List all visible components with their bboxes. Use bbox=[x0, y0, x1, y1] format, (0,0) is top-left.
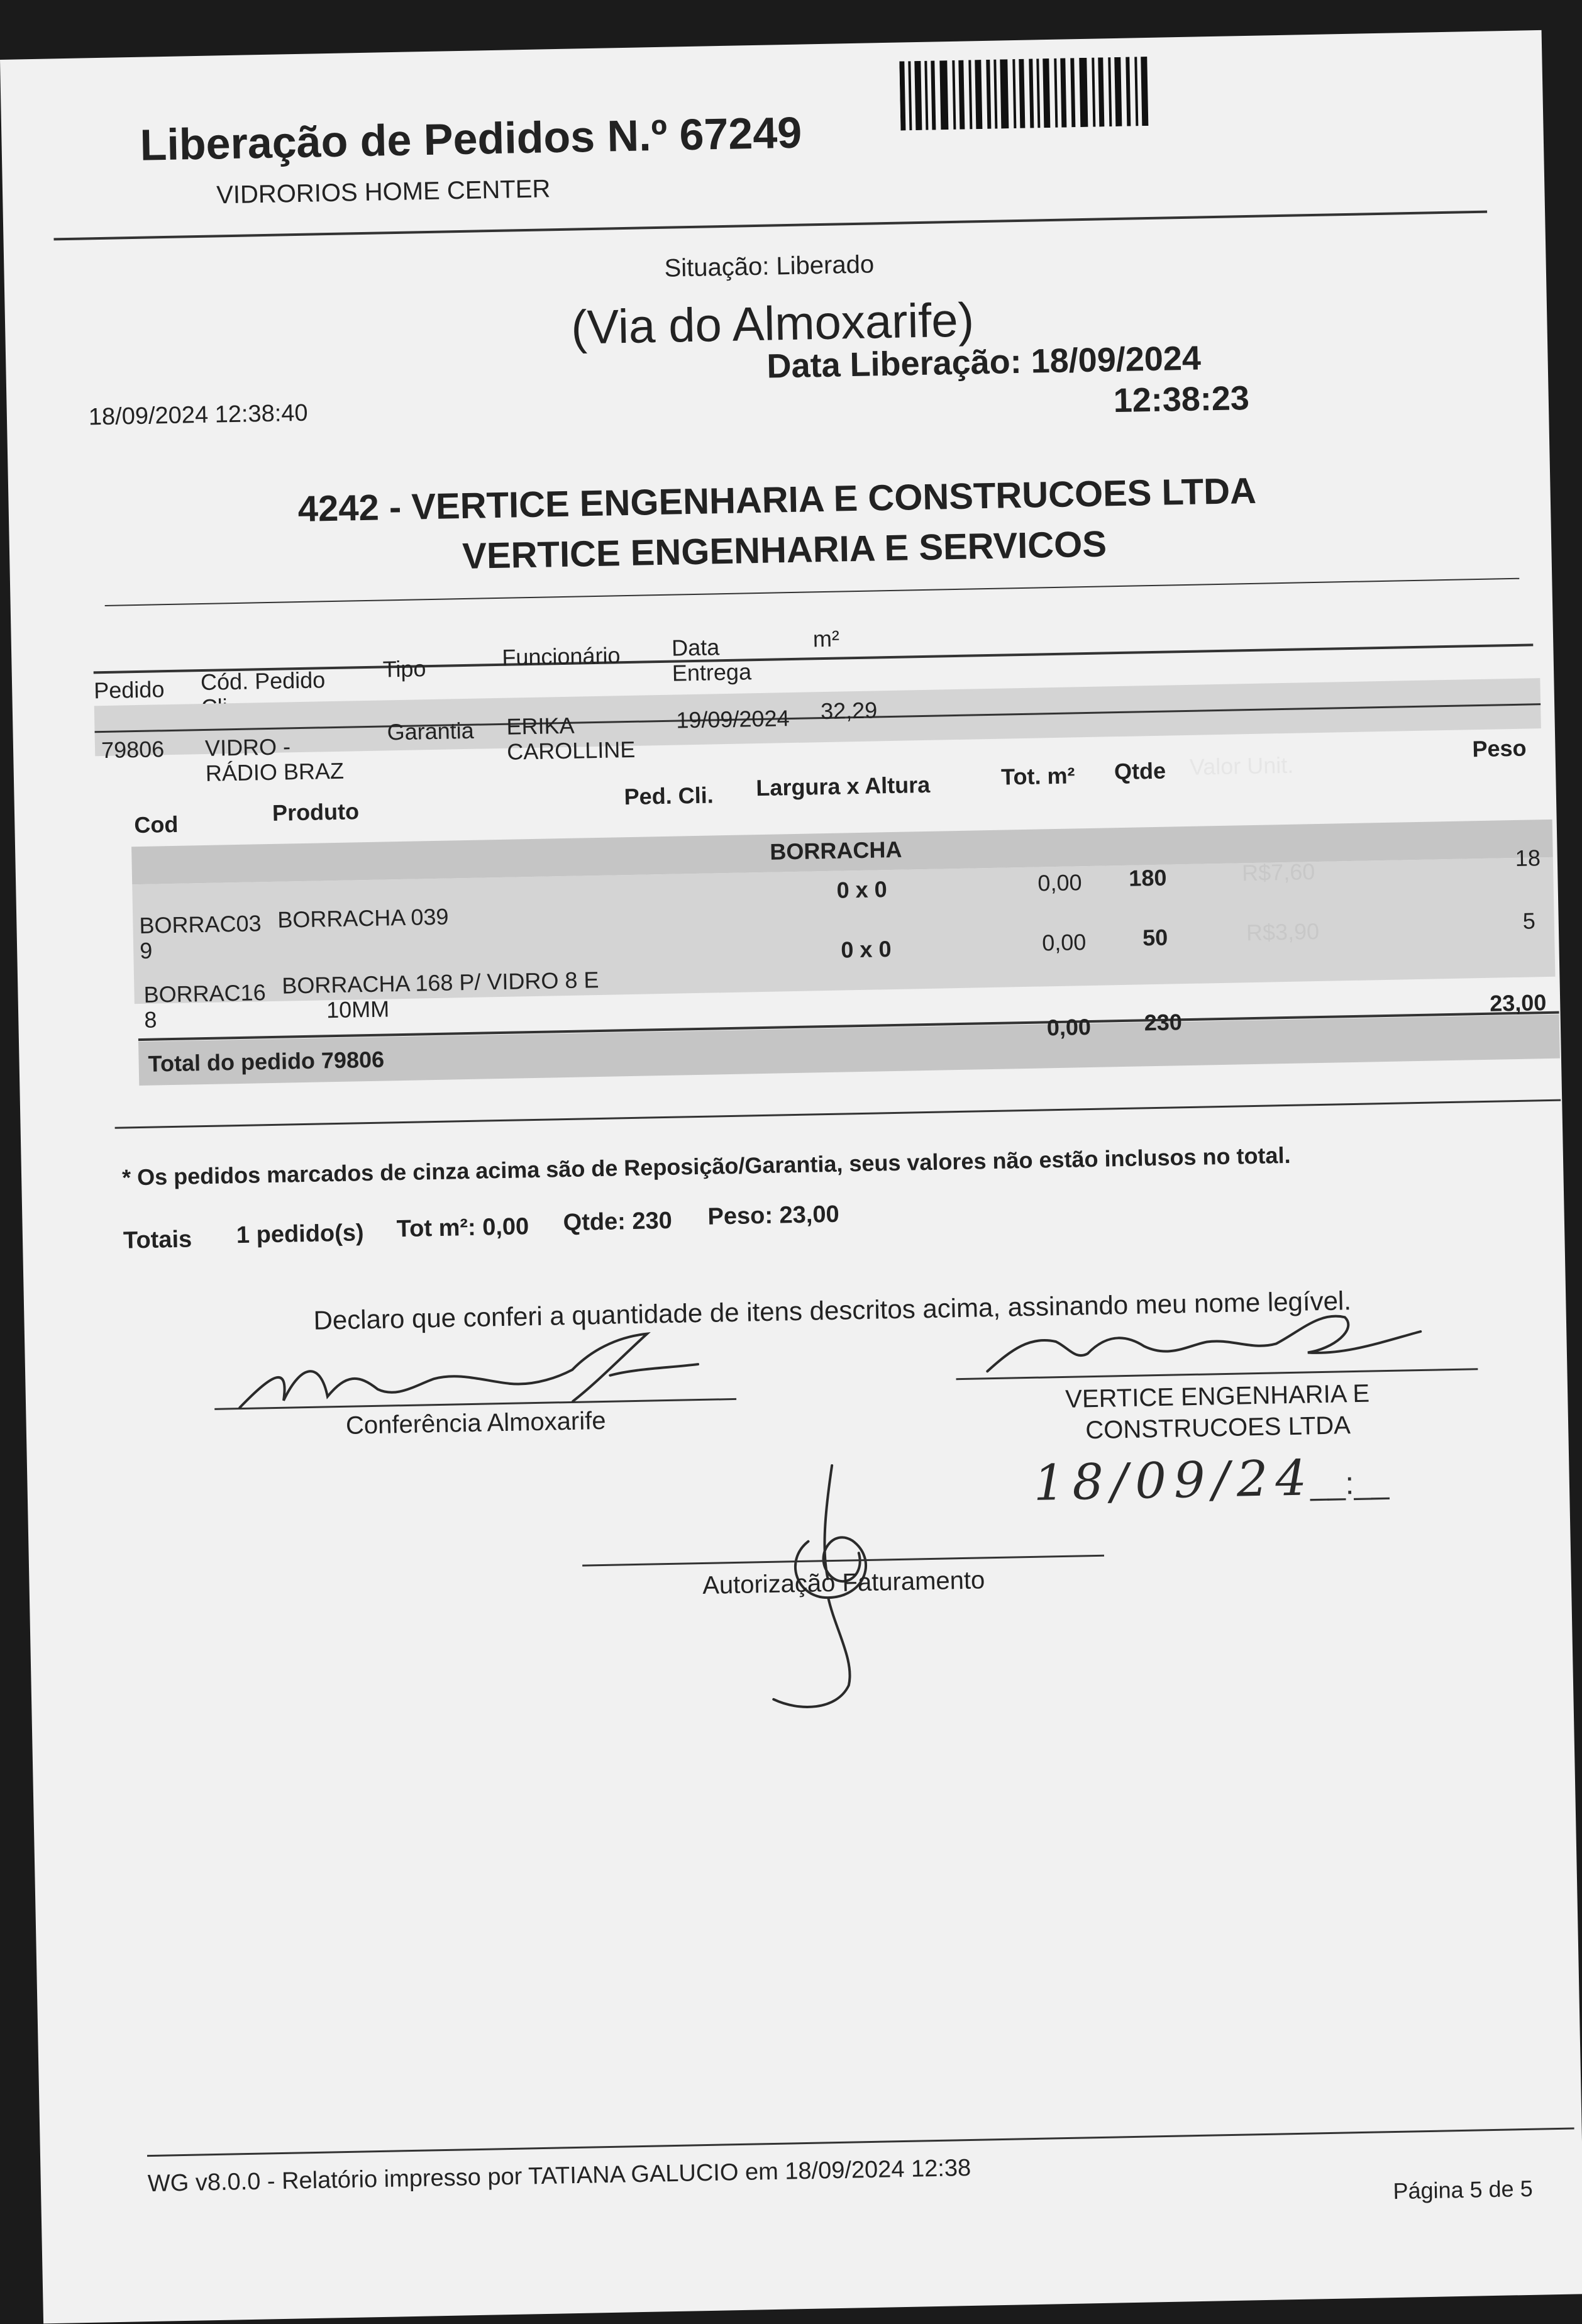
footer-printed-by: WG v8.0.0 - Relatório impresso por TATIANA GALUCIO em 18/09/2024 12:38 bbox=[147, 2154, 971, 2198]
signature-label-right: VERTICE ENGENHARIA E bbox=[1065, 1379, 1370, 1413]
signature-client-icon bbox=[980, 1303, 1459, 1381]
col-data-2: Entrega bbox=[672, 659, 752, 686]
item-1-dims: 0 x 0 bbox=[836, 876, 888, 903]
total-peso: 23,00 bbox=[1489, 989, 1547, 1016]
release-time: 12:38:23 bbox=[1113, 379, 1250, 420]
total-m2: 0,00 bbox=[1046, 1013, 1092, 1041]
footer-page: Página 5 de 5 bbox=[1393, 2175, 1534, 2204]
handwritten-date: 18/09/24 bbox=[1032, 1450, 1315, 1512]
totals-label: Totais bbox=[123, 1226, 192, 1254]
col-cod-pedido: Cód. Pedido bbox=[200, 667, 326, 696]
col-data: Data bbox=[671, 634, 720, 661]
item-2-valor: R$3,90 bbox=[1246, 918, 1320, 946]
order-client-code: VIDRO - bbox=[204, 733, 291, 761]
status-text: Situação: Liberado bbox=[664, 250, 875, 282]
signature-label-right-2: CONSTRUCOES LTDA bbox=[1085, 1411, 1351, 1445]
header-divider bbox=[53, 211, 1487, 241]
release-date: Data Liberação: 18/09/2024 bbox=[766, 339, 1202, 386]
totals-pedidos: 1 pedido(s) bbox=[236, 1220, 365, 1249]
grey-rows-note: * Os pedidos marcados de cinza acima são de Reposição/Garantia, seus valores não estão inclusos no total. bbox=[121, 1142, 1291, 1191]
col-peso: Peso bbox=[1472, 735, 1527, 762]
item-2-cod: BORRAC16 bbox=[143, 979, 266, 1008]
item-1-peso: 18 bbox=[1515, 845, 1541, 871]
copy-type: (Via do Almoxarife) bbox=[570, 293, 975, 355]
print-datetime: 18/09/2024 12:38:40 bbox=[88, 399, 308, 431]
total-label: Total do pedido 79806 bbox=[148, 1046, 385, 1077]
customer-divider bbox=[105, 578, 1520, 606]
item-2-cod-2: 8 bbox=[143, 1006, 157, 1033]
order-delivery-date: 19/09/2024 bbox=[675, 705, 790, 733]
item-2-dims: 0 x 0 bbox=[841, 936, 892, 963]
signature-label-left: Conferência Almoxarife bbox=[345, 1406, 606, 1440]
col-funcionario: Funcionário bbox=[501, 642, 621, 670]
order-employee-2: CAROLLINE bbox=[506, 736, 636, 765]
col-produto: Produto bbox=[272, 798, 360, 826]
customer-name: 4242 - VERTICE ENGENHARIA E CONSTRUCOES LTDA bbox=[297, 470, 1257, 530]
footer-divider bbox=[147, 2128, 1574, 2157]
signature-label-center: Autorização Faturamento bbox=[702, 1566, 985, 1599]
time-placeholder: __:__ bbox=[1310, 1465, 1390, 1502]
item-1-produto: BORRACHA 039 bbox=[277, 903, 449, 933]
report-title: Liberação de Pedidos N.º 67249 bbox=[139, 108, 802, 170]
item-1-tot-m2: 0,00 bbox=[1037, 869, 1082, 896]
order-client-code-2: RÁDIO BRAZ bbox=[205, 757, 345, 786]
customer-subname: VERTICE ENGENHARIA E SERVICOS bbox=[462, 523, 1107, 577]
order-employee: ERIKA bbox=[506, 712, 575, 740]
order-type: Garantia bbox=[387, 717, 475, 745]
item-1-qtde: 180 bbox=[1128, 864, 1167, 891]
col-largura-altura: Largura x Altura bbox=[756, 771, 931, 801]
order-m2: 32,29 bbox=[820, 697, 878, 725]
col-qtde: Qtde bbox=[1114, 757, 1166, 785]
items-bottom-line bbox=[115, 1099, 1561, 1129]
col-m2: m² bbox=[812, 625, 840, 652]
item-2-produto: BORRACHA 168 P/ VIDRO 8 E bbox=[281, 966, 599, 999]
declaration-text: Declaro que conferi a quantidade de itens descritos acima, assinando meu nome legível. bbox=[313, 1286, 1352, 1335]
report-sheet bbox=[0, 30, 1582, 2323]
item-2-produto-2: 10MM bbox=[326, 996, 390, 1023]
totals-peso: Peso: 23,00 bbox=[707, 1201, 840, 1230]
store-name: VIDRORIOS HOME CENTER bbox=[216, 175, 551, 209]
barcode-icon bbox=[899, 57, 1152, 131]
col-ped-cli: Ped. Cli. bbox=[624, 782, 714, 810]
col-cod: Cod bbox=[134, 811, 179, 838]
col-tipo: Tipo bbox=[382, 655, 426, 682]
item-1-cod: BORRAC03 bbox=[139, 910, 262, 938]
group-name: BORRACHA bbox=[770, 836, 902, 865]
item-2-peso: 5 bbox=[1522, 908, 1536, 934]
col-valor-unit: Valor Unit. bbox=[1189, 752, 1294, 780]
item-1-valor: R$7,60 bbox=[1241, 859, 1315, 886]
item-2-qtde: 50 bbox=[1142, 924, 1168, 951]
total-qtde: 230 bbox=[1144, 1009, 1183, 1036]
item-1-cod-2: 9 bbox=[139, 937, 153, 964]
totals-m2: Tot m²: 0,00 bbox=[396, 1213, 529, 1243]
col-pedido: Pedido bbox=[93, 676, 165, 704]
item-2-tot-m2: 0,00 bbox=[1041, 929, 1087, 956]
order-number: 79806 bbox=[101, 736, 165, 764]
totals-qtde: Qtde: 230 bbox=[563, 1207, 673, 1237]
col-tot-m2: Tot. m² bbox=[1000, 762, 1075, 790]
